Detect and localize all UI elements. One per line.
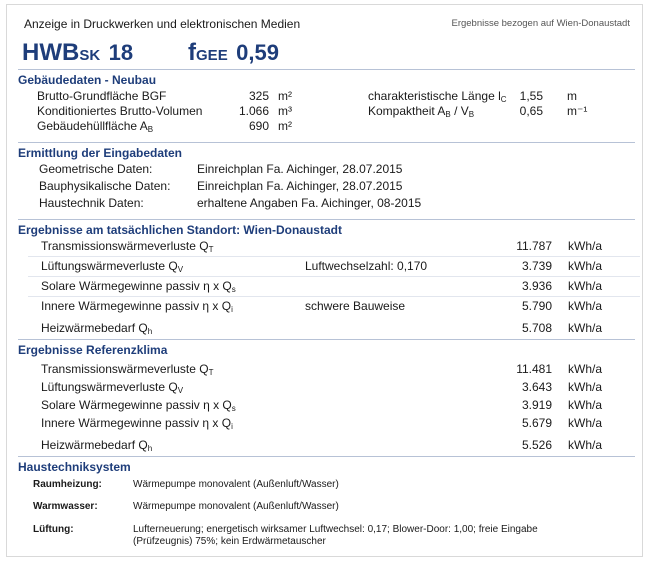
hwb-sub: SK [79, 47, 101, 64]
ref-row-unit: kWh/a [568, 362, 603, 376]
ref-row-value: 3.643 [521, 380, 552, 394]
fgee-label: f [188, 39, 197, 66]
heating-label: Raumheizung: [33, 479, 102, 490]
display-note: Anzeige in Druckwerken und elektronischen Medien [24, 17, 301, 31]
building-right-unit: m⁻¹ [567, 104, 588, 118]
site-row-label: Innere Wärmegewinne passiv η x $Q_i$ [41, 299, 233, 314]
heating-value: Wärmepumpe monovalent (Außenluft/Wasser) [133, 479, 339, 490]
ref-row-value: 11.481 [516, 362, 552, 376]
ref-row-value: 5.526 [521, 438, 552, 452]
ref-row-label: Heizwärmebedarf $Q_h$ [41, 438, 153, 453]
site-row-unit: kWh/a [568, 239, 603, 253]
building-right-value: 1,55 [519, 89, 543, 103]
input-row-label: Bauphysikalische Daten: [39, 179, 171, 193]
ref-row-value: 5.679 [521, 416, 552, 430]
site-row-unit: kWh/a [568, 299, 603, 313]
ref-row-label: Innere Wärmegewinne passiv η x $Q_i$ [41, 416, 233, 431]
site-row-label: Solare Wärmegewinne passiv η x $Q_s$ [41, 279, 236, 294]
site-row-value: 3.739 [521, 259, 552, 273]
building-right-value: 0,65 [519, 104, 543, 118]
section-reference-results: Ergebnisse Referenzklima [18, 339, 635, 357]
hwb-value: 18 [108, 40, 134, 65]
site-row-label: Transmissionswärmeverluste $Q_T$ [41, 239, 214, 254]
ref-row-label: Solare Wärmegewinne passiv η x $Q_s$ [41, 398, 236, 413]
building-right-label: Kompaktheit $A_B / V_B$ [368, 104, 475, 119]
ref-row-label: Transmissionswärmeverluste $Q_T$ [41, 362, 214, 377]
site-row-unit: kWh/a [568, 279, 603, 293]
ref-row-label: Lüftungswärmeverluste $Q_V$ [41, 380, 184, 395]
hot-water-value: Wärmepumpe monovalent (Außenluft/Wasser) [133, 501, 339, 512]
input-row-value: Einreichplan Fa. Aichinger, 28.07.2015 [197, 179, 403, 193]
key-figures [22, 39, 279, 67]
site-row-label: Heizwärmebedarf $Q_h$ [41, 321, 153, 336]
building-row-label: Gebäudehüllfläche $A_B$ [37, 119, 154, 134]
building-row-unit: m³ [278, 104, 292, 118]
section-building-services: Haustechniksystem [18, 456, 635, 474]
section-input-data: Ermittlung der Eingabedaten [18, 142, 635, 160]
ventilation-label: Lüftung: [33, 524, 74, 535]
building-right-unit: m [567, 89, 577, 103]
hot-water-label: Warmwasser: [33, 501, 98, 512]
section-building-data: Gebäudedaten - Neubau [18, 69, 635, 87]
input-row-label: Geometrische Daten: [39, 162, 153, 176]
site-row-note: Luftwechselzahl: 0,170 [305, 259, 428, 273]
site-row-unit: kWh/a [568, 321, 603, 335]
site-row-note: schwere Bauweise [305, 299, 406, 313]
ref-row-unit: kWh/a [568, 380, 603, 394]
site-row-value: 11.787 [516, 239, 552, 253]
ref-row-unit: kWh/a [568, 398, 603, 412]
site-row-label: Lüftungswärmeverluste $Q_V$ [41, 259, 184, 274]
building-row-value: 325 [248, 89, 269, 103]
fgee-sub: GEE [196, 47, 228, 64]
location-note: Ergebnisse bezogen auf Wien-Donaustadt [451, 18, 630, 29]
site-row-value: 5.708 [521, 321, 552, 335]
site-row-value: 5.790 [521, 299, 552, 313]
ventilation-value-line2: (Prüfzeugnis) 75%; kein Erdwärmetauscher [133, 536, 326, 547]
building-row-unit: m² [278, 119, 292, 133]
building-right-label: charakteristische Länge $l_C$ [368, 89, 507, 104]
fgee-value: 0,59 [236, 40, 279, 65]
building-row-unit: m² [278, 89, 292, 103]
input-row-value: Einreichplan Fa. Aichinger, 28.07.2015 [197, 162, 403, 176]
ref-row-unit: kWh/a [568, 416, 603, 430]
building-row-value: 690 [248, 119, 269, 133]
hwb-label: HWB [22, 39, 80, 66]
ref-row-unit: kWh/a [568, 438, 603, 452]
building-row-label: Brutto-Grundfläche BGF [37, 89, 167, 103]
ref-row-value: 3.919 [521, 398, 552, 412]
building-row-label: Konditioniertes Brutto-Volumen [37, 104, 203, 118]
section-site-results: Ergebnisse am tatsächlichen Standort: Wien-Donaustadt [18, 219, 635, 237]
energy-certificate-page [6, 4, 643, 557]
input-row-value: erhaltene Angaben Fa. Aichinger, 08-2015 [197, 196, 422, 210]
ventilation-value-line1: Lufterneuerung; energetisch wirksamer Luftwechsel: 0,17; Blower-Door: 1,00; freie Eingabe [133, 524, 538, 535]
site-row-unit: kWh/a [568, 259, 603, 273]
building-row-value: 1.066 [238, 104, 269, 118]
input-row-label: Haustechnik Daten: [39, 196, 144, 210]
site-row-value: 3.936 [521, 279, 552, 293]
